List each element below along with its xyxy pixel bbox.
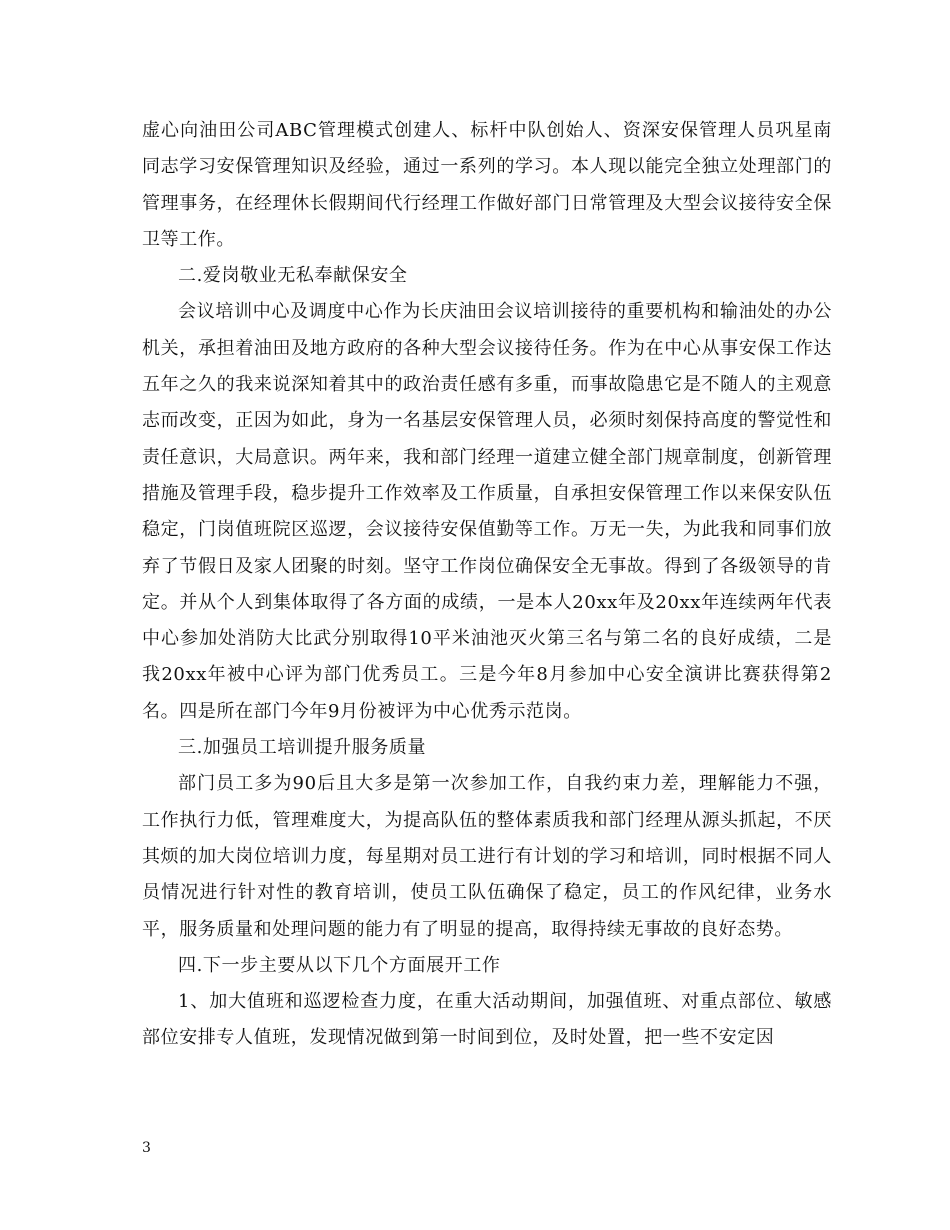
page-number: 3 bbox=[142, 1140, 151, 1156]
paragraph-section-3: 部门员工多为90后且大多是第一次参加工作，自我约束力差，理解能力不强，工作执行力低，管理难度大，为提高队伍的整体素质我和部门经理从源头抓起，不厌其烦的加大岗位培训力度，每星期对员工进行有计划的学习和培训，同时根据不同人员情况进行针对性的教育培训，使员工队伍确保了稳定，员工的作风纪律，业务水平，服务质量和处理问题的能力有了明显的提高，取得持续无事故的良好态势。 bbox=[142, 773, 832, 940]
document-body bbox=[142, 113, 832, 1057]
section-heading-2: 二.爱岗敬业无私奉献保安全 bbox=[178, 265, 408, 287]
paragraph-intro: 虚心向油田公司ABC管理模式创建人、标杆中队创始人、资深安保管理人员巩星南同志学习安保管理知识及经验，通过一系列的学习。本人现以能完全独立处理部门的管理事务，在经理休长假期间代行经理工作做好部门日常管理及大型会议接待安全保卫等工作。 bbox=[142, 120, 832, 250]
section-heading-4: 四.下一步主要从以下几个方面展开工作 bbox=[178, 954, 501, 976]
paragraph-section-2: 会议培训中心及调度中心作为长庆油田会议培训接待的重要机构和输油处的办公机关，承担着油田及地方政府的各种大型会议接待任务。作为在中心从事安保工作达五年之久的我来说深知着其中的政治责任感有多重，而事故隐患它是不随人的主观意志而改变，正因为如此，身为一名基层安保管理人员，必须时刻保持高度的警觉性和责任意识，大局意识。两年来，我和部门经理一道建立健全部门规章制度，创新管理措施及管理手段，稳步提升工作效率及工作质量，自承担安保管理工作以来保安队伍稳定，门岗值班院区巡逻，会议接待安保值勤等工作。万无一失，为此我和同事们放弃了节假日及家人团聚的时刻。坚守工作岗位确保安全无事故。得到了各级领导的肯定。并从个人到集体取得了各方面的成绩，一是本人20xx年及20xx年连续两年代表中心参加处消防大比武分别取得10平米油池灭火第三名与第二名的良好成绩，二是我20xx年被中心评为部门优秀员工。三是今年8月参加中心安全演讲比赛获得第2名。四是所在部门今年9月份被评为中心优秀示范岗。 bbox=[142, 301, 832, 722]
paragraph-section-4-item-1: 1、加大值班和巡逻检查力度，在重大活动期间，加强值班、对重点部位、敏感部位安排专人值班，发现情况做到第一时间到位，及时处置，把一些不安定因 bbox=[142, 991, 832, 1049]
section-heading-3: 三.加强员工培训提升服务质量 bbox=[178, 737, 427, 759]
